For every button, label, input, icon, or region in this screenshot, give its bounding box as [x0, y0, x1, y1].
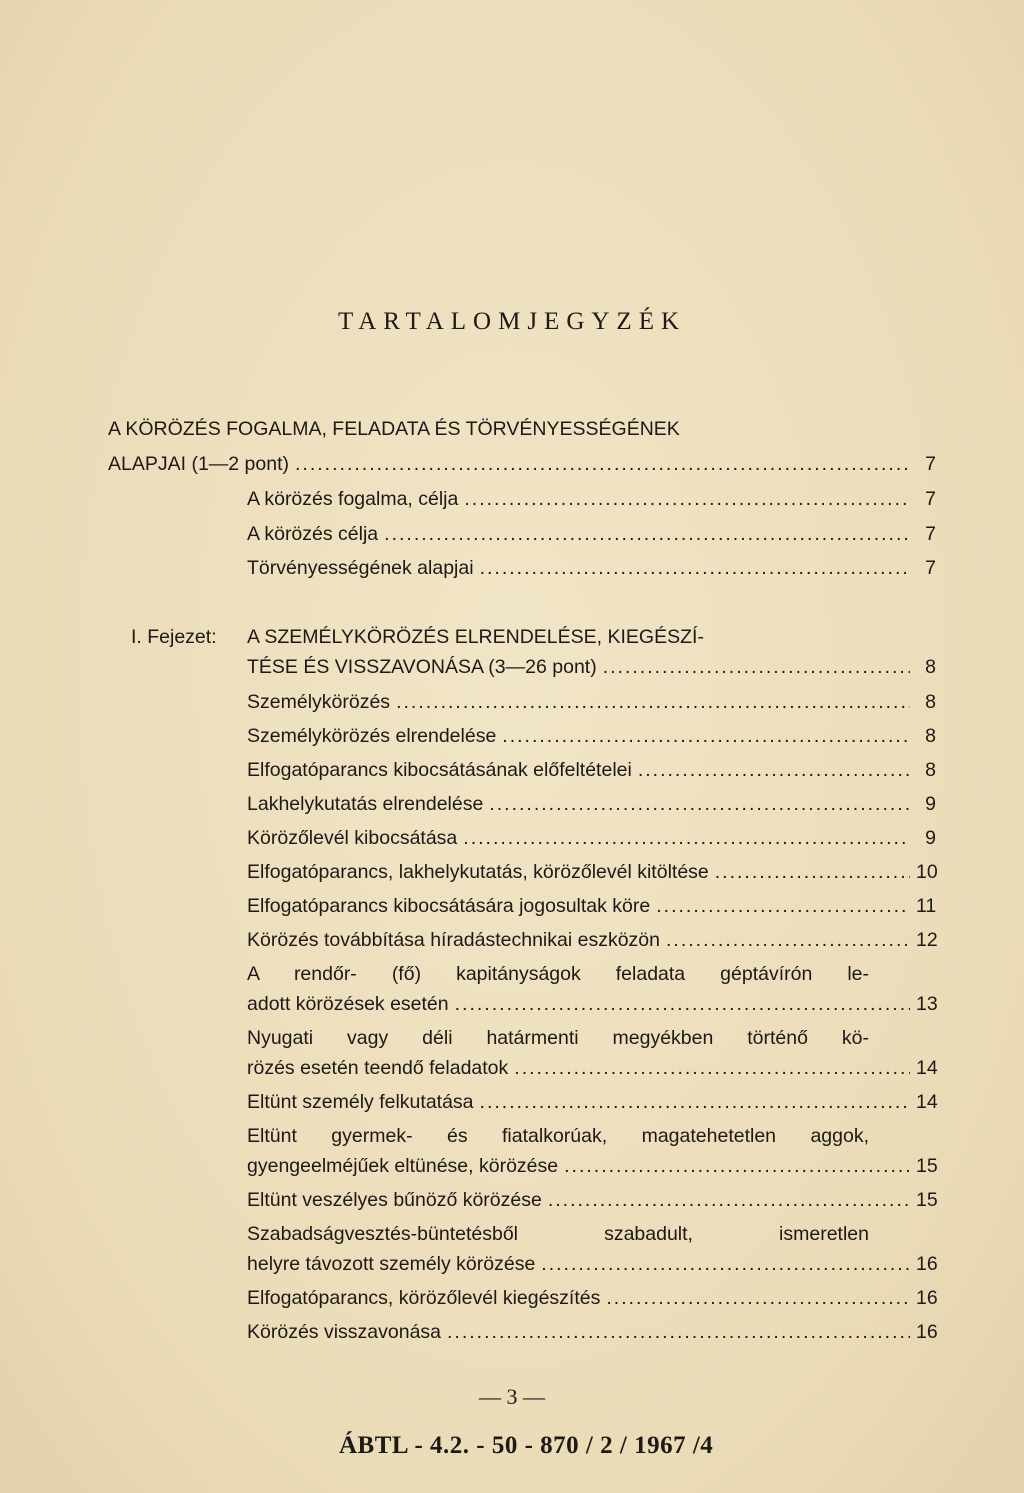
leader-dots [295, 452, 910, 476]
toc-entry [247, 792, 936, 816]
toc-entry [247, 1320, 936, 1344]
toc-entry-label: Elfogatóparancs, körözőlevél kiegészítés [247, 1287, 601, 1309]
page-ref: 7 [925, 522, 936, 545]
toc-entry [247, 758, 936, 782]
toc-entry [247, 1056, 936, 1080]
page-ref: 9 [925, 793, 936, 815]
toc-entry [247, 1286, 936, 1310]
page-ref: 14 [916, 1091, 938, 1113]
toc-entry-label: Elfogatóparancs kibocsátásának előfeltételei [247, 759, 632, 781]
toc-entry [247, 928, 936, 952]
leader-dots [638, 758, 910, 782]
toc-entry-label: Eltünt veszélyes bűnöző körözése [247, 1189, 542, 1211]
toc-entry [247, 655, 936, 679]
leader-dots [480, 556, 910, 580]
toc-entry-label: Eltünt személy felkutatása [247, 1091, 474, 1113]
toc-entry [247, 1188, 936, 1212]
page-ref: 12 [916, 929, 938, 951]
toc-entry [247, 992, 936, 1016]
leader-dots [489, 792, 910, 816]
page-ref: 16 [916, 1321, 938, 1343]
toc-entry [247, 860, 936, 884]
leader-dots [396, 690, 910, 714]
page-ref: 11 [916, 895, 937, 917]
toc-entry-label: Elfogatóparancs, lakhelykutatás, körözőlevél kitöltése [247, 861, 709, 883]
leader-dots [502, 724, 910, 748]
toc-entry-label: Körözés visszavonása [247, 1321, 442, 1343]
toc-entry [247, 724, 936, 748]
page-title: TARTALOMJEGYZÉK [337, 308, 687, 335]
toc-entry [247, 1154, 936, 1178]
toc-entry-label: Körözés továbbítása híradástechnikai eszközön [247, 929, 660, 951]
chapter1-heading-line2: TÉSE ÉS VISSZAVONÁSA (3—26 pont) [247, 656, 597, 678]
toc-entry-label: Személykörözés elrendelése [247, 725, 497, 747]
page-ref: 14 [916, 1057, 938, 1079]
toc-entry [247, 522, 936, 546]
toc-entry-label: Személykörözés [247, 691, 391, 713]
leader-dots [666, 928, 910, 952]
toc-entry [247, 556, 936, 580]
leader-dots [548, 1188, 910, 1212]
page-ref: 8 [925, 759, 936, 781]
toc-entry-first-line: A rendőr- (fő) kapitányságok feladata géptávírón le- [247, 963, 869, 985]
toc-entry-label: Elfogatóparancs kibocsátására jogosultak köre [247, 895, 651, 917]
chapter1-heading-line1: A SZEMÉLYKÖRÖZÉS ELRENDELÉSE, KIEGÉSZÍ- [247, 626, 704, 648]
toc-entry [247, 1252, 936, 1276]
chapter1-prefix: I. Fejezet: [131, 626, 217, 648]
leader-dots [455, 992, 910, 1016]
toc-entry [247, 690, 936, 714]
toc-entry-label: rözés esetén teendő feladatok [247, 1057, 509, 1079]
toc-entry [247, 894, 936, 918]
toc-entry [247, 1090, 936, 1114]
leader-dots [384, 522, 910, 546]
toc-entry-label: A körözés fogalma, célja [247, 488, 459, 510]
leader-dots [603, 655, 910, 679]
page-ref: 16 [916, 1253, 938, 1275]
page-ref: 16 [916, 1287, 938, 1309]
leader-dots [541, 1252, 910, 1276]
leader-dots [463, 826, 910, 850]
toc-entry-label: adott körözések esetén [247, 993, 449, 1015]
toc-entry-first-line: Eltünt gyermek- és fiatalkorúak, magatehetetlen aggok, [247, 1125, 869, 1147]
page-ref: 7 [925, 557, 936, 579]
toc-entry-label: gyengeelméjűek eltünése, körözése [247, 1155, 559, 1177]
page-ref: 13 [916, 993, 938, 1015]
intro-heading-line1: A KÖRÖZÉS FOGALMA, FELADATA ÉS TÖRVÉNYESSÉGÉNEK [108, 418, 680, 440]
page-ref: 8 [925, 725, 936, 747]
leader-dots [447, 1320, 910, 1344]
toc-entry-label: A körözés célja [247, 522, 379, 545]
page-ref: 7 [925, 453, 936, 475]
toc-entry-first-line: Nyugati vagy déli határmenti megyékben történő kö- [247, 1027, 869, 1049]
archive-reference: ÁBTL - 4.2. - 50 - 870 / 2 / 1967 /4 [339, 1432, 714, 1459]
page-ref: 8 [925, 691, 936, 713]
toc-entry-label: Törvényességének alapjai [247, 557, 474, 579]
leader-dots [480, 1090, 910, 1114]
page-ref: 15 [916, 1189, 938, 1211]
page-ref: 7 [925, 488, 936, 510]
toc-entry-first-line: Szabadságvesztés-büntetésből szabadult, ismeretlen [247, 1223, 869, 1245]
toc-entry-label: Körözőlevél kibocsátása [247, 827, 458, 849]
page-ref: 15 [916, 1155, 938, 1177]
page-ref: 8 [925, 656, 936, 678]
toc-entry [247, 487, 936, 511]
leader-dots [715, 860, 910, 884]
intro-heading-line2: ALAPJAI (1—2 pont) [108, 453, 290, 475]
leader-dots [606, 1286, 910, 1310]
leader-dots [514, 1056, 910, 1080]
page-number: — 3 — [479, 1384, 545, 1409]
leader-dots [656, 894, 910, 918]
page-ref: 10 [916, 861, 938, 883]
toc-entry [108, 452, 936, 476]
toc-entry [247, 826, 936, 850]
leader-dots [464, 487, 910, 511]
toc-entry-label: helyre távozott személy körözése [247, 1253, 536, 1275]
toc-entry-label: Lakhelykutatás elrendelése [247, 793, 484, 815]
leader-dots [564, 1154, 910, 1178]
page-ref: 9 [925, 827, 936, 849]
